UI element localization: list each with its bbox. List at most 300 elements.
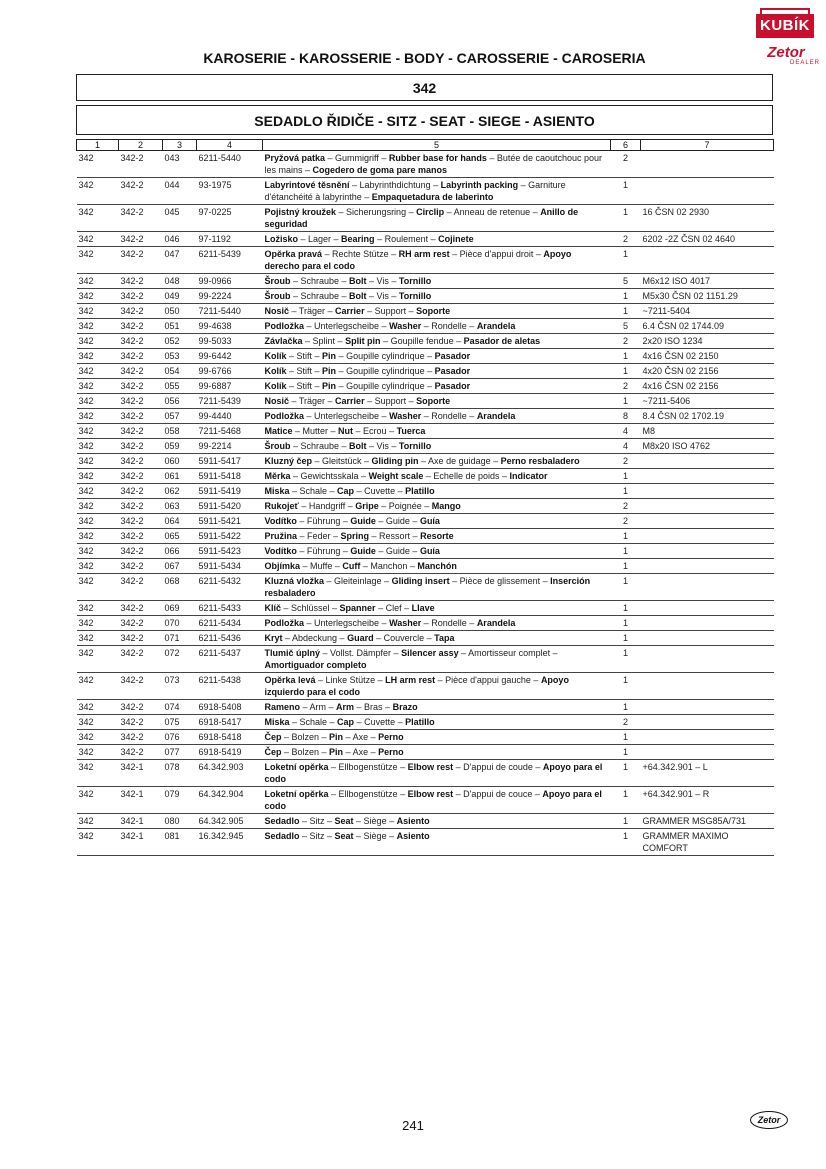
part-number-cell: 99-2224: [197, 289, 263, 304]
note-cell: GRAMMER MSG85A/731: [641, 814, 774, 829]
name-fr: – Goupille fendue –: [380, 336, 464, 346]
table-row: [77, 499, 774, 514]
description-cell: [263, 274, 611, 289]
description-cell: [263, 349, 611, 364]
group-cell: 342: [77, 334, 119, 349]
subgroup-cell: 342-1: [119, 787, 163, 814]
name-cz: Vodítko: [264, 546, 297, 556]
note-cell: [641, 544, 774, 559]
note-cell: 2x20 ISO 1234: [641, 334, 774, 349]
subgroup-cell: 342-2: [119, 409, 163, 424]
position-cell: 053: [163, 349, 197, 364]
name-en: Guard: [347, 633, 374, 643]
position-cell: 077: [163, 745, 197, 760]
name-cz: Vodítko: [264, 516, 297, 526]
part-number-cell: 99-6766: [197, 364, 263, 379]
group-cell: 342: [77, 601, 119, 616]
part-number-cell: 6211-5433: [197, 601, 263, 616]
zetor-footer-logo: Zetor: [750, 1111, 788, 1129]
group-cell: 342: [77, 394, 119, 409]
name-de: – Mutter –: [292, 426, 339, 436]
part-number-cell: 5911-5417: [197, 454, 263, 469]
subgroup-cell: 342-1: [119, 814, 163, 829]
name-en: Pin: [322, 381, 337, 391]
name-en: Rubber base for hands: [388, 153, 487, 163]
name-en: Bearing: [341, 234, 375, 244]
name-es: Guía: [419, 546, 440, 556]
name-es: Perno: [378, 732, 404, 742]
name-fr: – Guide –: [375, 516, 420, 526]
note-cell: [641, 745, 774, 760]
position-cell: 080: [163, 814, 197, 829]
name-en: Seat: [334, 816, 354, 826]
page-number: 241: [402, 1118, 424, 1133]
part-number-cell: 99-5033: [197, 334, 263, 349]
table-row: [77, 394, 774, 409]
note-cell: [641, 484, 774, 499]
description-cell: [263, 601, 611, 616]
column-header: 4: [197, 140, 263, 151]
group-cell: 342: [77, 646, 119, 673]
part-number-cell: 6918-5417: [197, 715, 263, 730]
part-number-cell: 6211-5432: [197, 574, 263, 601]
name-cz: Čep: [264, 732, 282, 742]
group-cell: 342: [77, 814, 119, 829]
name-de: – Labyrinthdichtung –: [349, 180, 441, 190]
name-en: Guide: [350, 546, 376, 556]
note-cell: M5x30 ČSN 02 1151.29: [641, 289, 774, 304]
description-cell: [263, 814, 611, 829]
subgroup-cell: 342-2: [119, 745, 163, 760]
position-cell: 060: [163, 454, 197, 469]
part-number-cell: 99-0966: [197, 274, 263, 289]
name-de: – Splint –: [302, 336, 346, 346]
group-cell: 342: [77, 787, 119, 814]
name-de: – Stift –: [286, 381, 323, 391]
name-cz: Labyrintové těsnění: [264, 180, 350, 190]
group-cell: 342: [77, 574, 119, 601]
position-cell: 066: [163, 544, 197, 559]
note-cell: 4x20 ČSN 02 2156: [641, 364, 774, 379]
part-number-cell: 99-4440: [197, 409, 263, 424]
table-row: [77, 379, 774, 394]
name-en: Bolt: [349, 276, 367, 286]
part-number-cell: 99-2214: [197, 439, 263, 454]
subgroup-cell: 342-2: [119, 178, 163, 205]
name-es: Arandela: [476, 618, 516, 628]
table-row: [77, 673, 774, 700]
name-es: Pasador de aletas: [463, 336, 541, 346]
name-cz: Kolík: [264, 381, 287, 391]
position-cell: 052: [163, 334, 197, 349]
note-cell: [641, 730, 774, 745]
name-de: – Sitz –: [299, 816, 335, 826]
name-es: Apoyo para el codo: [264, 789, 602, 811]
note-cell: [641, 559, 774, 574]
group-cell: 342: [77, 829, 119, 856]
quantity-cell: 1: [611, 247, 641, 274]
group-cell: 342: [77, 319, 119, 334]
name-es: Guía: [419, 516, 440, 526]
position-cell: 056: [163, 394, 197, 409]
quantity-cell: 2: [611, 379, 641, 394]
name-cz: Podložka: [264, 618, 305, 628]
group-cell: 342: [77, 499, 119, 514]
name-en: Seat: [334, 831, 354, 841]
subgroup-cell: 342-1: [119, 760, 163, 787]
description-cell: [263, 304, 611, 319]
name-en: Washer: [389, 618, 422, 628]
name-fr: – Pièce de glissement –: [449, 576, 551, 586]
quantity-cell: 1: [611, 730, 641, 745]
name-cz: Pružina: [264, 531, 298, 541]
name-cz: Ložisko: [264, 234, 299, 244]
group-cell: 342: [77, 274, 119, 289]
group-cell: 342: [77, 289, 119, 304]
group-cell: 342: [77, 364, 119, 379]
name-de: – Bolzen –: [281, 732, 330, 742]
table-row: [77, 646, 774, 673]
name-es: Inserción resbaladero: [264, 576, 591, 598]
subgroup-cell: 342-2: [119, 469, 163, 484]
name-cz: Objímka: [264, 561, 301, 571]
description-cell: [263, 469, 611, 484]
position-cell: 048: [163, 274, 197, 289]
name-es: Perno: [378, 747, 404, 757]
group-cell: 342: [77, 529, 119, 544]
table-row: [77, 514, 774, 529]
quantity-cell: 2: [611, 334, 641, 349]
name-es: Empaquetadura de laberinto: [371, 192, 494, 202]
table-row: [77, 700, 774, 715]
note-cell: +64.342.901 – L: [641, 760, 774, 787]
name-fr: – Rondelle –: [421, 618, 477, 628]
description-cell: [263, 514, 611, 529]
quantity-cell: 1: [611, 304, 641, 319]
note-cell: [641, 700, 774, 715]
description-cell: [263, 631, 611, 646]
name-en: Washer: [389, 411, 422, 421]
group-cell: 342: [77, 715, 119, 730]
note-cell: [641, 715, 774, 730]
position-cell: 055: [163, 379, 197, 394]
note-cell: [641, 529, 774, 544]
name-en: Carrier: [335, 306, 365, 316]
table-row: [77, 745, 774, 760]
description-cell: [263, 379, 611, 394]
name-en: Cap: [337, 486, 355, 496]
table-row: [77, 178, 774, 205]
name-es: Soporte: [416, 396, 451, 406]
name-fr: – Pièce d'appui droit –: [449, 249, 544, 259]
subgroup-cell: 342-2: [119, 700, 163, 715]
note-cell: 4x16 ČSN 02 2150: [641, 349, 774, 364]
name-fr: – Bras –: [354, 702, 393, 712]
name-de: – Führung –: [296, 546, 351, 556]
table-row: [77, 289, 774, 304]
part-number-cell: 5911-5434: [197, 559, 263, 574]
quantity-cell: 1: [611, 616, 641, 631]
name-de: – Feder –: [297, 531, 341, 541]
name-fr: – Siège –: [353, 816, 397, 826]
name-cz: Miska: [264, 717, 290, 727]
description-cell: [263, 673, 611, 700]
group-cell: 342: [77, 616, 119, 631]
name-cz: Pojistný kroužek: [264, 207, 337, 217]
note-cell: [641, 631, 774, 646]
quantity-cell: 1: [611, 484, 641, 499]
table-row: [77, 829, 774, 856]
group-cell: 342: [77, 178, 119, 205]
part-number-cell: 7211-5468: [197, 424, 263, 439]
name-es: Amortiguador completo: [264, 660, 367, 670]
name-cz: Loketní opěrka: [264, 762, 329, 772]
name-es: Mango: [431, 501, 461, 511]
description-cell: [263, 544, 611, 559]
quantity-cell: 8: [611, 409, 641, 424]
part-number-cell: 16.342.945: [197, 829, 263, 856]
name-es: Perno resbaladero: [500, 456, 580, 466]
subgroup-cell: 342-2: [119, 499, 163, 514]
name-es: Tornillo: [398, 276, 432, 286]
name-es: Soporte: [416, 306, 451, 316]
name-en: Bolt: [349, 441, 367, 451]
position-cell: 072: [163, 646, 197, 673]
quantity-cell: 1: [611, 544, 641, 559]
name-fr: – Ressort –: [369, 531, 421, 541]
description-cell: [263, 700, 611, 715]
name-de: – Schlüssel –: [281, 603, 340, 613]
name-de: – Träger –: [289, 306, 336, 316]
position-cell: 043: [163, 151, 197, 178]
note-cell: 4x16 ČSN 02 2156: [641, 379, 774, 394]
name-cz: Pryžová patka: [264, 153, 326, 163]
name-de: – Rechte Stütze –: [322, 249, 399, 259]
table-row: [77, 544, 774, 559]
position-cell: 059: [163, 439, 197, 454]
quantity-cell: 1: [611, 829, 641, 856]
name-fr: – Manchon –: [360, 561, 418, 571]
zetor-brand: Zetor: [767, 44, 805, 61]
name-es: Apoyo izquierdo para el codo: [264, 675, 569, 697]
part-number-cell: 7211-5439: [197, 394, 263, 409]
name-en: Elbow rest: [407, 762, 454, 772]
quantity-cell: 1: [611, 289, 641, 304]
subgroup-cell: 342-2: [119, 334, 163, 349]
position-cell: 067: [163, 559, 197, 574]
position-cell: 074: [163, 700, 197, 715]
quantity-cell: 1: [611, 574, 641, 601]
position-cell: 054: [163, 364, 197, 379]
description-cell: [263, 247, 611, 274]
quantity-cell: 2: [611, 499, 641, 514]
name-en: Split pin: [345, 336, 381, 346]
note-cell: [641, 454, 774, 469]
name-cz: Podložka: [264, 411, 305, 421]
part-number-cell: 5911-5422: [197, 529, 263, 544]
column-header: 2: [119, 140, 163, 151]
page-title: KAROSERIE - KAROSSERIE - BODY - CAROSSERIE - CAROSERIA: [203, 50, 646, 66]
description-cell: [263, 439, 611, 454]
name-fr: – Garniture d'étanchéité à labyrinthe –: [264, 180, 566, 202]
subgroup-cell: 342-2: [119, 484, 163, 499]
name-en: Silencer assy: [401, 648, 459, 658]
subgroup-cell: 342-2: [119, 247, 163, 274]
description-cell: [263, 559, 611, 574]
group-cell: 342: [77, 424, 119, 439]
subgroup-cell: 342-2: [119, 631, 163, 646]
name-de: – Sicherungsring –: [336, 207, 417, 217]
group-cell: 342: [77, 151, 119, 178]
name-en: Pin: [329, 747, 344, 757]
name-es: Indicator: [509, 471, 548, 481]
group-cell: 342: [77, 484, 119, 499]
name-de: – Schraube –: [290, 291, 350, 301]
name-fr: – Butée de caoutchouc pour les mains –: [264, 153, 602, 175]
name-fr: – Cuvette –: [354, 486, 406, 496]
description-cell: [263, 787, 611, 814]
quantity-cell: 4: [611, 439, 641, 454]
name-fr: – Clef –: [375, 603, 412, 613]
table-row: [77, 484, 774, 499]
name-de: – Linke Stütze –: [315, 675, 386, 685]
name-cz: Závlačka: [264, 336, 303, 346]
part-number-cell: 99-6442: [197, 349, 263, 364]
name-cz: Čep: [264, 747, 282, 757]
name-cz: Šroub: [264, 441, 291, 451]
note-cell: [641, 247, 774, 274]
name-cz: Šroub: [264, 291, 291, 301]
name-cz: Loketní opěrka: [264, 789, 329, 799]
name-en: Pin: [329, 732, 344, 742]
part-number-cell: 6918-5419: [197, 745, 263, 760]
part-number-cell: 97-0225: [197, 205, 263, 232]
description-cell: [263, 232, 611, 247]
position-cell: 070: [163, 616, 197, 631]
table-row: [77, 814, 774, 829]
part-number-cell: 5911-5420: [197, 499, 263, 514]
name-es: Resorte: [420, 531, 454, 541]
name-fr: – Echelle de poids –: [423, 471, 510, 481]
description-cell: [263, 334, 611, 349]
name-fr: – Axe de guidage –: [418, 456, 501, 466]
column-header: 1: [77, 140, 119, 151]
name-es: Cogedero de goma pare manos: [312, 165, 448, 175]
group-cell: 342: [77, 730, 119, 745]
group-cell: 342: [77, 232, 119, 247]
name-cz: Opěrka pravá: [264, 249, 323, 259]
name-de: – Träger –: [289, 396, 336, 406]
position-cell: 081: [163, 829, 197, 856]
group-cell: 342: [77, 544, 119, 559]
subgroup-cell: 342-2: [119, 715, 163, 730]
name-fr: – Couvercle –: [373, 633, 435, 643]
table-row: [77, 424, 774, 439]
note-cell: [641, 616, 774, 631]
position-cell: 078: [163, 760, 197, 787]
name-fr: – Roulement –: [374, 234, 439, 244]
name-de: – Muffe –: [300, 561, 343, 571]
subgroup-cell: 342-2: [119, 601, 163, 616]
name-fr: – Support –: [364, 306, 417, 316]
part-number-cell: 6211-5439: [197, 247, 263, 274]
name-cz: Kluzná vložka: [264, 576, 325, 586]
part-number-cell: 5911-5421: [197, 514, 263, 529]
name-de: – Gleiteinlage –: [324, 576, 392, 586]
name-de: – Schale –: [289, 717, 338, 727]
name-fr: – Anneau de retenue –: [444, 207, 541, 217]
name-es: Pasador: [434, 366, 471, 376]
name-cz: Sedadlo: [264, 831, 300, 841]
name-es: Platillo: [405, 486, 435, 496]
name-fr: – Rondelle –: [421, 411, 477, 421]
description-cell: [263, 424, 611, 439]
name-de: – Arm –: [300, 702, 337, 712]
name-cz: Tlumič úplný: [264, 648, 321, 658]
name-es: Manchón: [417, 561, 457, 571]
part-number-cell: 5911-5418: [197, 469, 263, 484]
description-cell: [263, 409, 611, 424]
subgroup-cell: 342-2: [119, 514, 163, 529]
subgroup-cell: 342-2: [119, 304, 163, 319]
column-header: 5: [263, 140, 611, 151]
name-de: – Schraube –: [290, 441, 350, 451]
table-row: [77, 274, 774, 289]
description-cell: [263, 829, 611, 856]
position-cell: 045: [163, 205, 197, 232]
section-title: SEDADLO ŘIDIČE - SITZ - SEAT - SIEGE - ASIENTO: [76, 105, 773, 135]
name-fr: – Poignée –: [378, 501, 432, 511]
name-es: Tuerca: [396, 426, 426, 436]
subgroup-cell: 342-2: [119, 349, 163, 364]
name-es: Arandela: [476, 321, 516, 331]
name-de: – Schraube –: [290, 276, 350, 286]
description-cell: [263, 616, 611, 631]
name-en: Nut: [338, 426, 354, 436]
table-row: [77, 439, 774, 454]
name-de: – Gummigriff –: [325, 153, 389, 163]
position-cell: 057: [163, 409, 197, 424]
position-cell: 079: [163, 787, 197, 814]
name-es: Arandela: [476, 411, 516, 421]
name-fr: – Siège –: [353, 831, 397, 841]
position-cell: 061: [163, 469, 197, 484]
name-en: Guide: [350, 516, 376, 526]
group-cell: 342: [77, 304, 119, 319]
subgroup-cell: 342-2: [119, 319, 163, 334]
table-row: [77, 760, 774, 787]
name-cz: Sedadlo: [264, 816, 300, 826]
position-cell: 044: [163, 178, 197, 205]
quantity-cell: 5: [611, 274, 641, 289]
note-cell: [641, 178, 774, 205]
description-cell: [263, 745, 611, 760]
quantity-cell: 2: [611, 151, 641, 178]
name-es: Platillo: [405, 717, 435, 727]
name-en: Arm: [336, 702, 355, 712]
position-cell: 069: [163, 601, 197, 616]
subgroup-cell: 342-2: [119, 646, 163, 673]
name-es: Apoyo para el codo: [264, 762, 603, 784]
column-header: 7: [641, 140, 774, 151]
subgroup-cell: 342-2: [119, 454, 163, 469]
quantity-cell: 1: [611, 529, 641, 544]
group-cell: 342: [77, 439, 119, 454]
description-cell: [263, 499, 611, 514]
part-number-cell: 7211-5440: [197, 304, 263, 319]
table-row: [77, 364, 774, 379]
subgroup-cell: 342-1: [119, 829, 163, 856]
